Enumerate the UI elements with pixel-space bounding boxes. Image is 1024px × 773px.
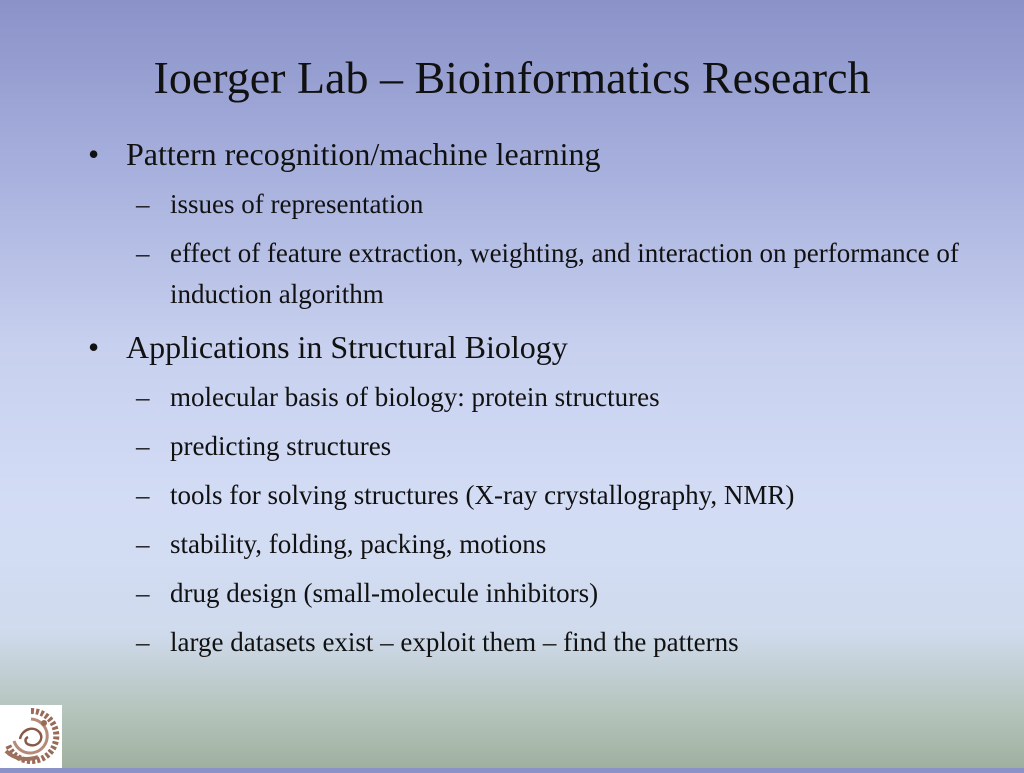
slide-body	[88, 128, 988, 663]
bullet-marker: •	[88, 329, 100, 365]
sub-item-text: tools for solving structures (X-ray crystallography, NMR)	[170, 480, 795, 510]
sub-marker: –	[136, 382, 150, 412]
sub-item	[88, 524, 988, 565]
sub-item	[88, 622, 988, 663]
sub-item	[88, 184, 988, 225]
sub-item-text: predicting structures	[170, 431, 392, 461]
bullet-structural-biology	[88, 325, 988, 369]
sub-marker: –	[136, 578, 150, 608]
sub-marker: –	[136, 189, 150, 219]
seal-graphic	[0, 705, 62, 768]
sub-marker: –	[136, 480, 150, 510]
sub-marker: –	[136, 529, 150, 559]
sub-item-text: issues of representation	[170, 189, 424, 219]
sub-marker: –	[136, 431, 150, 461]
university-seal-logo-icon	[0, 705, 62, 768]
sub-item	[88, 233, 988, 315]
sub-item	[88, 426, 988, 467]
sub-item-text: drug design (small-molecule inhibitors)	[170, 578, 599, 608]
sub-item-text: large datasets exist – exploit them – find the patterns	[170, 627, 739, 657]
sub-item	[88, 377, 988, 418]
sub-item	[88, 475, 988, 516]
sub-marker: –	[136, 238, 150, 268]
sub-item-text: effect of feature extraction, weighting, and interaction on performance of induction algorithm	[170, 238, 959, 309]
bullet-pattern-recognition	[88, 132, 988, 176]
slide-title: Ioerger Lab – Bioinformatics Research	[153, 52, 871, 103]
bullet-marker: •	[88, 136, 100, 172]
sub-item	[88, 573, 988, 614]
sub-item-text: molecular basis of biology: protein structures	[170, 382, 660, 412]
bullet-text: Pattern recognition/machine learning	[126, 136, 601, 172]
sub-item-text: stability, folding, packing, motions	[170, 529, 547, 559]
bullet-text: Applications in Structural Biology	[126, 329, 568, 365]
sub-marker: –	[136, 627, 150, 657]
